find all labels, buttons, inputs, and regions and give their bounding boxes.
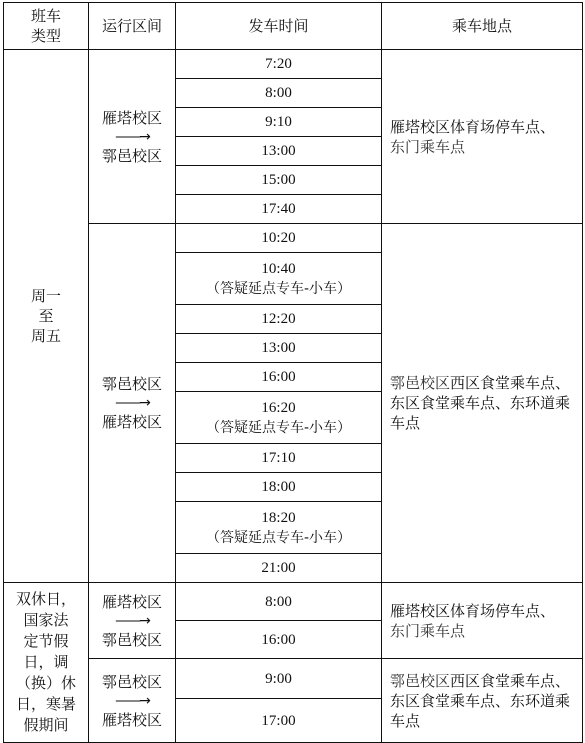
place-secondary: 东门乘车点 — [390, 137, 466, 156]
weekday-route-to-yanta — [89, 224, 176, 583]
time-cell: 8:00 — [176, 583, 382, 621]
time-cell: 13:00 — [176, 137, 382, 166]
holiday-route-to-yanta — [89, 659, 176, 743]
arrow-right-icon: ——→ — [115, 692, 149, 709]
route-to: 鄠邑校区 — [101, 630, 162, 649]
time-cell: 13:00 — [176, 334, 382, 363]
route-to: 鄠邑校区 — [101, 146, 162, 165]
time-cell — [176, 253, 382, 305]
table-row — [4, 50, 583, 79]
weekday-place-huyi — [382, 224, 583, 583]
weekday-type-cell: 周一 至 周五 — [4, 50, 89, 583]
table-row — [4, 659, 583, 699]
time-cell — [176, 502, 382, 554]
weekday-route-to-huyi — [89, 50, 176, 224]
weekday-place-yanta — [382, 50, 583, 224]
time-cell: 21:00 — [176, 554, 382, 583]
holiday-type-cell: 双休日， 国家法 定节假 日，调 （换）休 日，寒暑 假期间 — [4, 583, 89, 743]
time-cell: 18:00 — [176, 473, 382, 502]
time-cell: 9:00 — [176, 659, 382, 699]
arrow-right-icon: ——→ — [115, 128, 149, 145]
route-to: 雁塔校区 — [101, 710, 162, 729]
time-cell: 17:40 — [176, 195, 382, 224]
time-cell: 9:10 — [176, 108, 382, 137]
time-note: （答疑延点专车-小车） — [205, 419, 352, 436]
time-cell: 17:00 — [176, 699, 382, 743]
time-cell: 8:00 — [176, 79, 382, 108]
time-cell: 10:20 — [176, 224, 382, 253]
header-type: 班车 类型 — [4, 3, 89, 50]
holiday-place-huyi — [382, 659, 583, 743]
route-from: 雁塔校区 — [101, 108, 162, 127]
time-cell — [176, 392, 382, 444]
time-value: 18:20 — [261, 509, 296, 526]
time-cell: 15:00 — [176, 166, 382, 195]
place-main: 西区食堂乘车点、东区食堂乘车点、东环道乘车点 — [390, 374, 571, 432]
time-value: 10:40 — [261, 260, 296, 277]
header-time: 发车时间 — [176, 3, 382, 50]
time-cell: 16:00 — [176, 621, 382, 659]
route-to: 雁塔校区 — [101, 413, 162, 431]
route-from: 鄠邑校区 — [101, 672, 162, 691]
arrow-right-icon: ——→ — [115, 395, 149, 411]
time-value: 16:20 — [261, 399, 296, 416]
table-row — [4, 583, 583, 621]
header-route: 运行区间 — [89, 3, 176, 50]
table-row — [4, 224, 583, 253]
time-cell: 12:20 — [176, 305, 382, 334]
time-cell: 7:20 — [176, 50, 382, 79]
place-secondary: 鄠邑校区 — [390, 671, 451, 690]
bus-schedule-table — [3, 2, 583, 743]
place-main: 雁塔校区体育场停车点、 — [390, 601, 556, 620]
arrow-right-icon: ——→ — [115, 612, 149, 629]
header-row — [4, 3, 583, 50]
place-secondary: 东门乘车点 — [390, 621, 466, 640]
time-cell: 17:10 — [176, 444, 382, 473]
route-from: 鄠邑校区 — [101, 375, 162, 393]
time-cell: 16:00 — [176, 363, 382, 392]
place-main: 西区食堂乘车点、东区食堂乘车点、东环道乘车点 — [390, 671, 571, 730]
place-secondary: 鄠邑校区 — [390, 374, 451, 392]
header-place: 乘车地点 — [382, 3, 583, 50]
holiday-place-yanta — [382, 583, 583, 659]
holiday-route-to-huyi — [89, 583, 176, 659]
place-main: 雁塔校区体育场停车点、 — [390, 117, 556, 136]
time-note: （答疑延点专车-小车） — [205, 529, 352, 546]
route-from: 雁塔校区 — [101, 592, 162, 611]
time-note: （答疑延点专车-小车） — [205, 280, 352, 297]
